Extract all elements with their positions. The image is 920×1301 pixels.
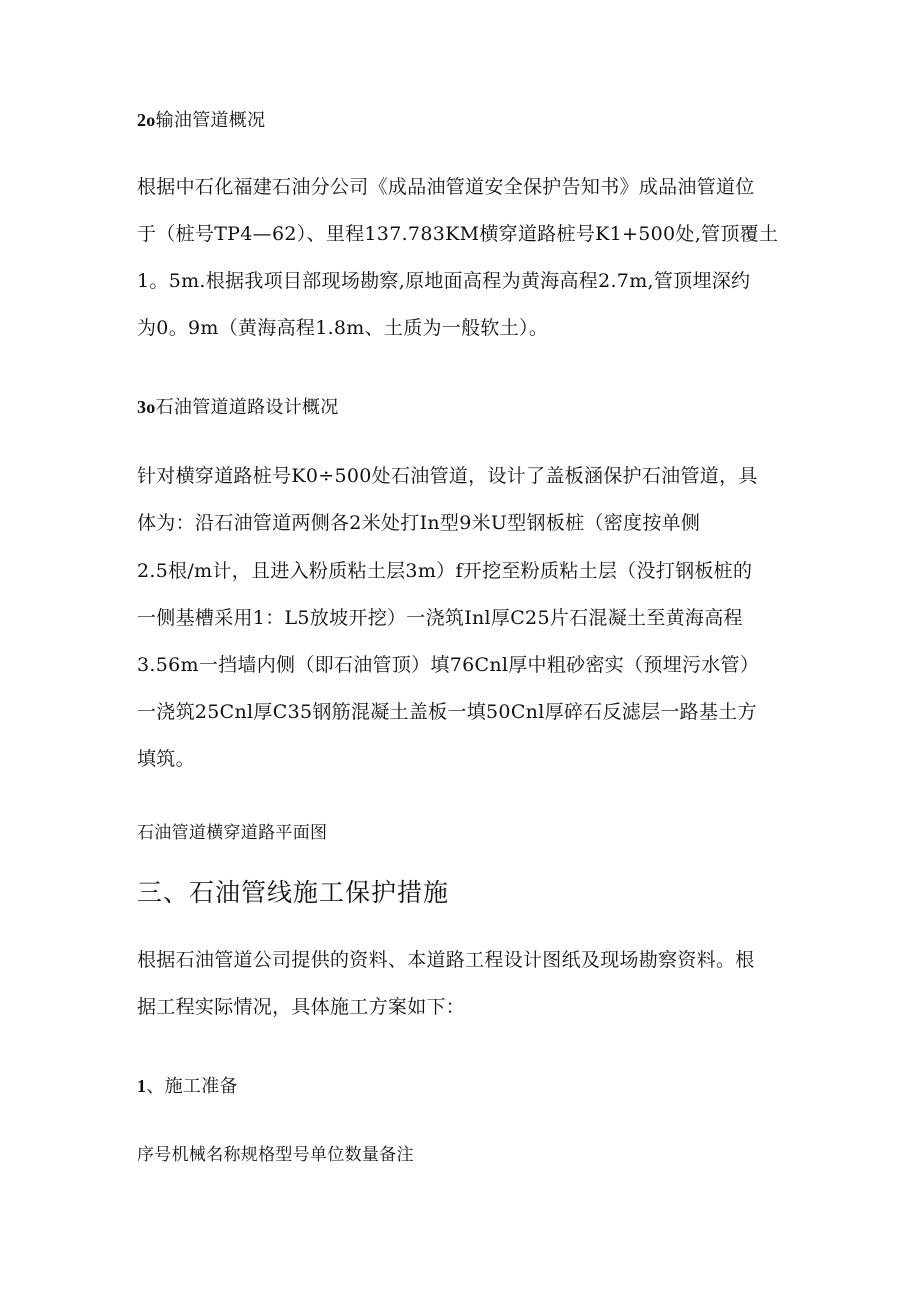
section-title: 石油管道道路设计概况 (155, 397, 339, 418)
paragraph-line: 据工程实际情况，具体施工方案如下： (137, 996, 466, 1018)
paragraph-line: 3.56m一挡墙内侧（即石油管顶）填76Cnl厚中粗砂密实（预埋污水管） (137, 654, 760, 676)
paragraph-line: 填筑。 (137, 748, 195, 770)
paragraph-line: 一侧基槽采用1：L5放坡开挖）一浇筑Inl厚C25片石混凝土至黄海高程 (137, 607, 743, 629)
paragraph-line: 针对横穿道路桩号K0÷500处石油管道，设计了盖板涵保护石油管道，具 (137, 465, 758, 487)
section-number: 2o (137, 110, 156, 130)
section-number: 3o (137, 397, 156, 417)
section-title: 输油管道概况 (155, 110, 266, 131)
paragraph-line: 2.5根/m计，且进入粉质粘土层3m）f开挖至粉质粘土层（没打钢板桩的 (137, 560, 753, 582)
figure-caption: 石油管道横穿道路平面图 (137, 823, 328, 843)
paragraph-line: 1。5m.根据我项目部现场勘察,原地面高程为黄海高程2.7m,管顶埋深约 (137, 270, 751, 292)
subsection-title: 、施工准备 (146, 1076, 238, 1097)
paragraph-line: 一浇筑25Cnl厚C35钢筋混凝土盖板一填50Cnl厚碎石反滤层一路基土方 (137, 701, 757, 723)
table-header-row: 序号机械名称规格型号单位数量备注 (137, 1145, 414, 1165)
paragraph-line: 为0。9m（黄海高程1.8m、土质为一般软土）。 (137, 317, 549, 339)
section-heading-pipeline-overview (137, 106, 265, 132)
paragraph-line: 于（桩号TP4—62）、里程137.783KM横穿道路桩号K1+500处,管顶覆土 (137, 223, 779, 245)
paragraph-line: 体为：沿石油管道两侧各2米处打In型9米U型钢板桩（密度按单侧 (137, 512, 701, 534)
subsection-number: 1 (137, 1076, 147, 1096)
section-heading-road-design (137, 393, 339, 419)
chapter-heading: 三、石油管线施工保护措施 (137, 878, 450, 907)
paragraph-line: 根据石油管道公司提供的资料、本道路工程设计图纸及现场勘察资料。根 (137, 949, 755, 971)
subsection-heading-preparation (137, 1072, 238, 1098)
paragraph-line: 根据中石化福建石油分公司《成品油管道安全保护告知书》成品油管道位 (137, 176, 755, 198)
